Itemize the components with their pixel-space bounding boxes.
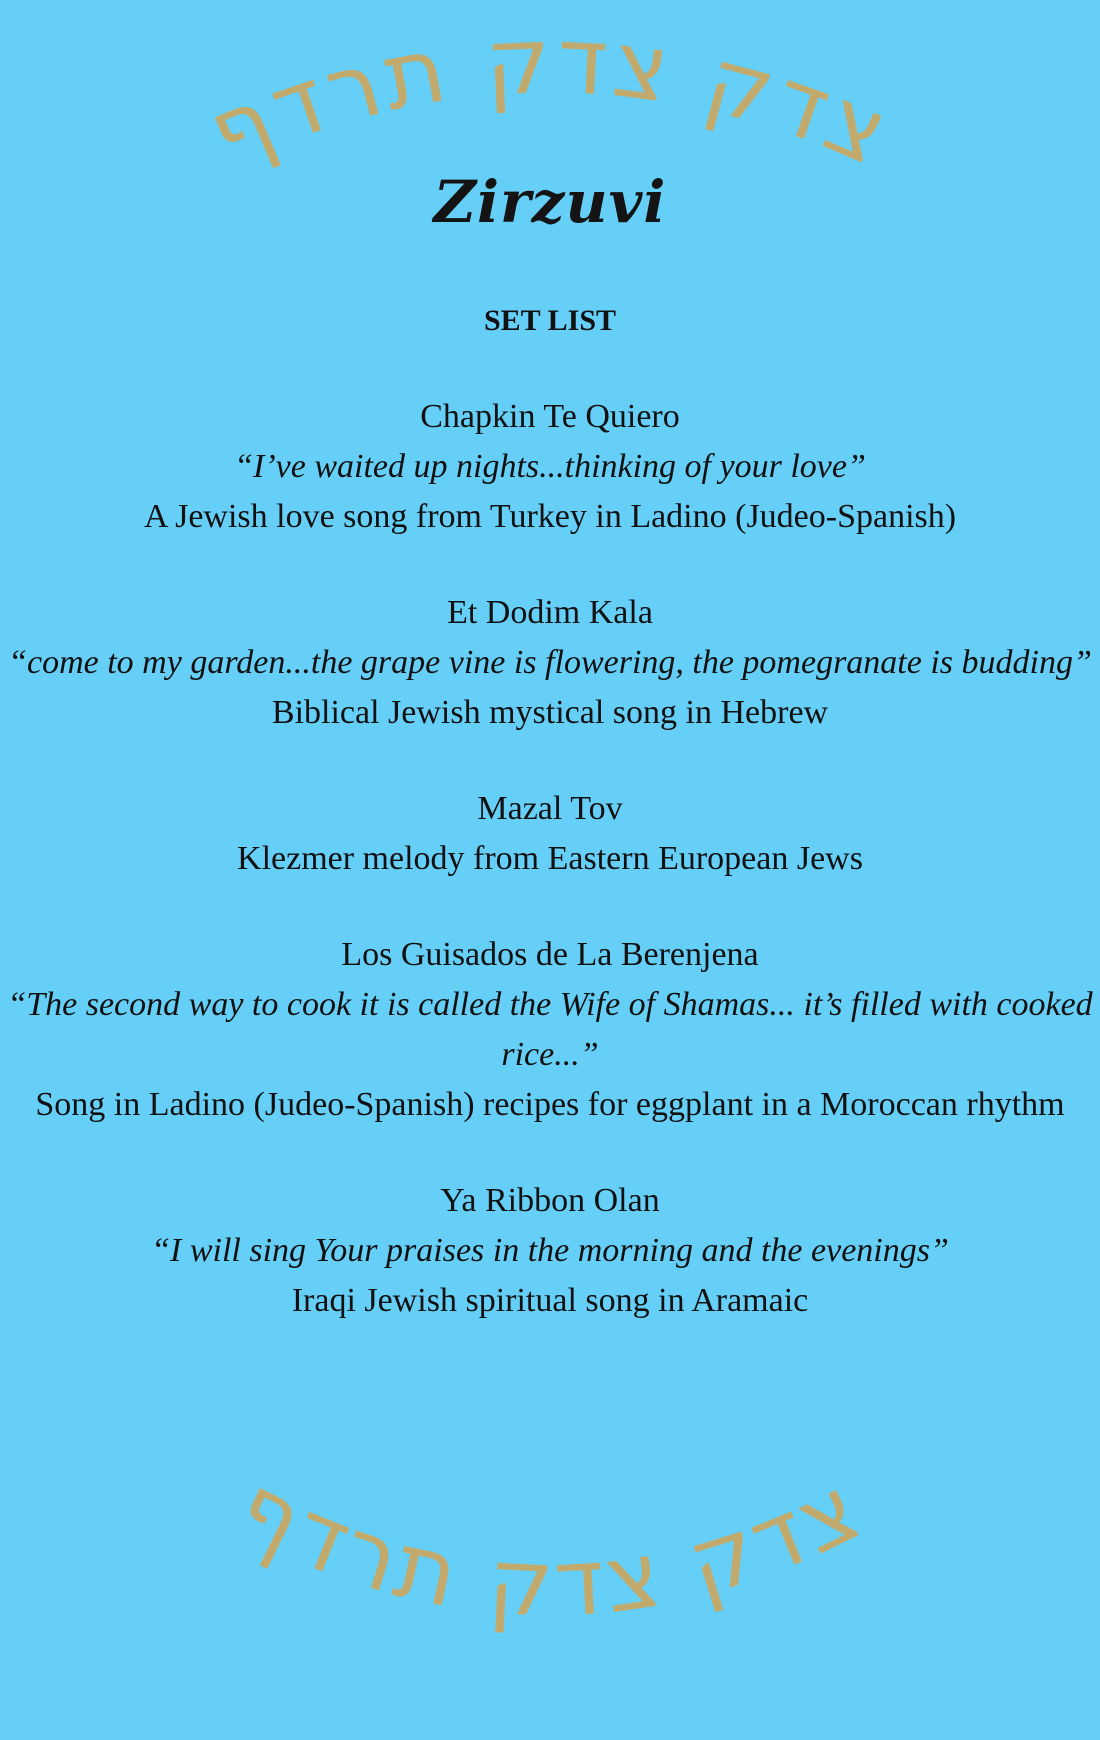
set-list-heading: SET LIST <box>483 304 617 337</box>
song-item <box>0 930 1100 1130</box>
song-description: Klezmer melody from Eastern European Jews <box>237 840 863 877</box>
song-title: Ya Ribbon Olan <box>440 1182 660 1219</box>
hebrew-motto-top: צדק צדק תרדף <box>193 6 907 188</box>
song-quote: “The second way to cook it is called the Wife of Shamas... it’s filled with cooked rice...” <box>7 986 1093 1073</box>
hebrew-motto-bottom: צדק צדק תרדף <box>220 1453 880 1638</box>
song-description: Iraqi Jewish spiritual song in Aramaic <box>291 1282 809 1319</box>
song-title: Mazal Tov <box>477 790 623 827</box>
song-quote: “I’ve waited up nights...thinking of your love” <box>234 448 866 485</box>
song-item <box>0 392 1100 542</box>
hebrew-motto-bottom-arc <box>0 1440 1100 1740</box>
song-title: Chapkin Te Quiero <box>420 398 680 435</box>
song-quote: “come to my garden...the grape vine is flowering, the pomegranate is budding” <box>8 644 1092 681</box>
song-description: Biblical Jewish mystical song in Hebrew <box>271 694 829 731</box>
song-title: Los Guisados de La Berenjena <box>341 936 759 973</box>
song-description: A Jewish love song from Turkey in Ladino (Judeo-Spanish) <box>143 498 957 535</box>
hebrew-motto-top-arc <box>0 0 1100 300</box>
song-item <box>0 784 1100 884</box>
song-item <box>0 588 1100 738</box>
band-name-title: Zirzuvi <box>433 168 667 236</box>
songs-list <box>0 392 1100 1372</box>
song-quote: “I will sing Your praises in the morning and the evenings” <box>151 1232 949 1269</box>
song-item <box>0 1176 1100 1326</box>
song-title: Et Dodim Kala <box>447 594 653 631</box>
song-description: Song in Ladino (Judeo-Spanish) recipes for eggplant in a Moroccan rhythm <box>35 1086 1065 1123</box>
